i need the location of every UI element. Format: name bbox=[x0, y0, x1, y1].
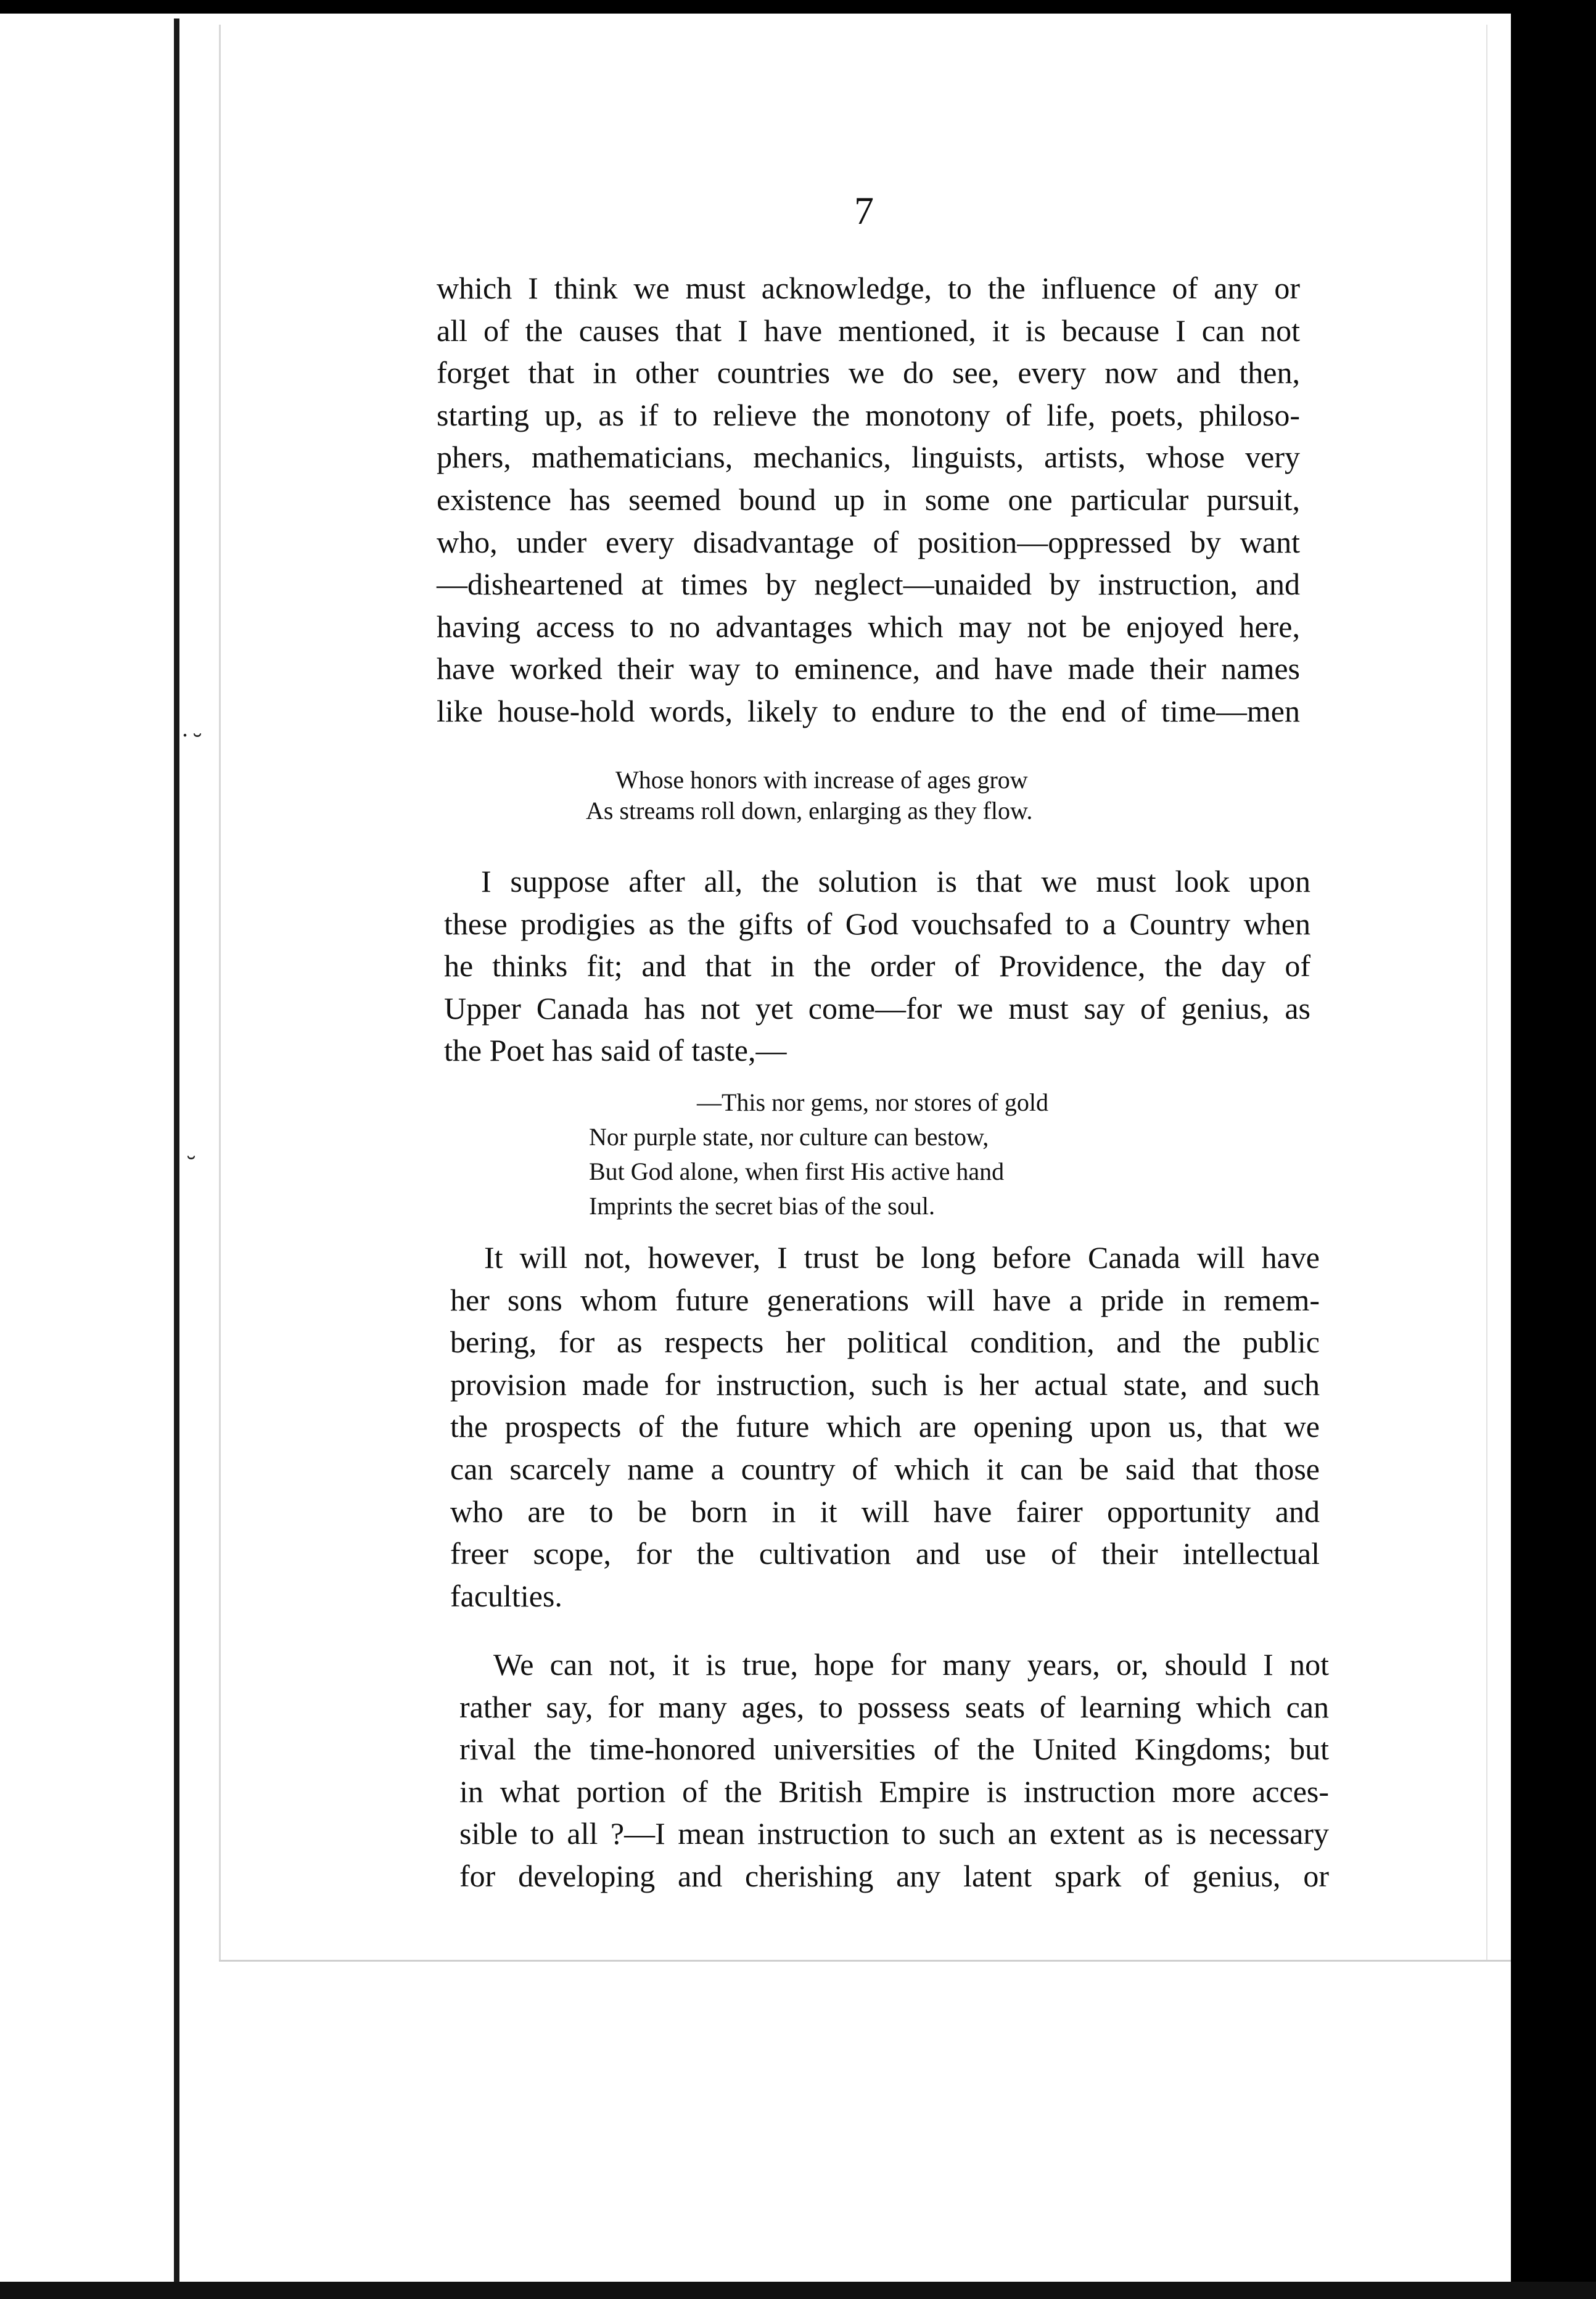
text-line: have worked their way to eminence, and have made their names bbox=[437, 651, 1300, 686]
text-line: existence has seemed bound up in some one particular pursuit, bbox=[437, 482, 1300, 517]
text-line: freer scope, for the cultivation and use of their intellectual bbox=[450, 1536, 1320, 1571]
verse-quote-2 bbox=[589, 1085, 1206, 1224]
paragraph-3 bbox=[450, 1236, 1320, 1617]
page-right-edge bbox=[1486, 25, 1487, 1961]
text-line: starting up, as if to relieve the monotony of life, poets, philoso- bbox=[437, 397, 1300, 432]
text-line: her sons whom future generations will have a pride in remem- bbox=[450, 1282, 1320, 1317]
text-line: he thinks fit; and that in the order of Providence, the day of bbox=[444, 948, 1310, 984]
text-line: faculties. bbox=[450, 1578, 562, 1613]
paragraph-4 bbox=[459, 1643, 1329, 1898]
book-spine-line bbox=[174, 19, 179, 2282]
scan-border-right bbox=[1511, 0, 1596, 2299]
scan-border-top bbox=[0, 0, 1596, 14]
text-line: bering, for as respects her political condition, and the public bbox=[450, 1325, 1320, 1360]
verse-line: But God alone, when first His active hand bbox=[589, 1158, 1005, 1185]
page-bottom-edge bbox=[219, 1960, 1511, 1962]
text-line: —disheartened at times by neglect—unaided by instruction, and bbox=[437, 567, 1300, 602]
text-line: who, under every disadvantage of position—oppressed by want bbox=[437, 524, 1300, 559]
text-line: forget that in other countries we do see, every now and then, bbox=[437, 355, 1300, 390]
text-line: for developing and cherishing any latent spark of genius, or bbox=[459, 1858, 1329, 1893]
text-line: I suppose after all, the solution is that we must look upon bbox=[481, 864, 1310, 899]
verse-line: Whose honors with increase of ages grow bbox=[615, 766, 1028, 794]
text-line: It will not, however, I trust be long before Canada will have bbox=[484, 1240, 1320, 1275]
text-line: all of the causes that I have mentioned, it is because I can not bbox=[437, 313, 1300, 348]
verse-line: Imprints the secret bias of the soul. bbox=[589, 1192, 935, 1220]
text-line: these prodigies as the gifts of God vouchsafed to a Country when bbox=[444, 906, 1310, 941]
verse-line: —This nor gems, nor stores of gold bbox=[697, 1088, 1048, 1116]
page-left-edge bbox=[219, 25, 221, 1961]
paragraph-1 bbox=[437, 267, 1300, 733]
text-line: the prospects of the future which are opening upon us, that we bbox=[450, 1409, 1320, 1444]
verse-line: Nor purple state, nor culture can bestow, bbox=[589, 1123, 989, 1151]
text-line: phers, mathematicians, mechanics, linguists, artists, whose very bbox=[437, 440, 1300, 475]
text-line: like house-hold words, likely to endure to the end of time—men bbox=[437, 693, 1300, 728]
scan-border-bottom bbox=[0, 2282, 1596, 2299]
verse-line: As streams roll down, enlarging as they flow. bbox=[586, 797, 1033, 825]
scan-speck: ˙˘ bbox=[179, 731, 204, 759]
text-line: provision made for instruction, such is her actual state, and such bbox=[450, 1367, 1320, 1402]
text-line: in what portion of the British Empire is instruction more acces- bbox=[459, 1774, 1329, 1809]
text-line: having access to no advantages which may not be enjoyed here, bbox=[437, 609, 1300, 644]
text-line: can scarcely name a country of which it can be said that those bbox=[450, 1451, 1320, 1486]
text-line: rival the time-honored universities of the United Kingdoms; but bbox=[459, 1732, 1329, 1767]
text-line: sible to all ?—I mean instruction to such an extent as is necessary bbox=[459, 1816, 1329, 1851]
paragraph-2 bbox=[444, 860, 1310, 1072]
text-line: We can not, it is true, hope for many years, or, should I not bbox=[493, 1647, 1329, 1682]
text-line: which I think we must acknowledge, to the influence of any or bbox=[437, 271, 1300, 305]
text-line: rather say, for many ages, to possess seats of learning which can bbox=[459, 1689, 1329, 1724]
page-number: 7 bbox=[854, 189, 874, 232]
verse-quote-1 bbox=[586, 765, 1203, 826]
text-line: who are to be born in it will have fairer opportunity and bbox=[450, 1494, 1320, 1529]
text-line: Upper Canada has not yet come—for we must say of genius, as bbox=[444, 990, 1310, 1026]
text-line: the Poet has said of taste,— bbox=[444, 1033, 787, 1068]
scan-speck: ˘ bbox=[185, 1153, 197, 1182]
